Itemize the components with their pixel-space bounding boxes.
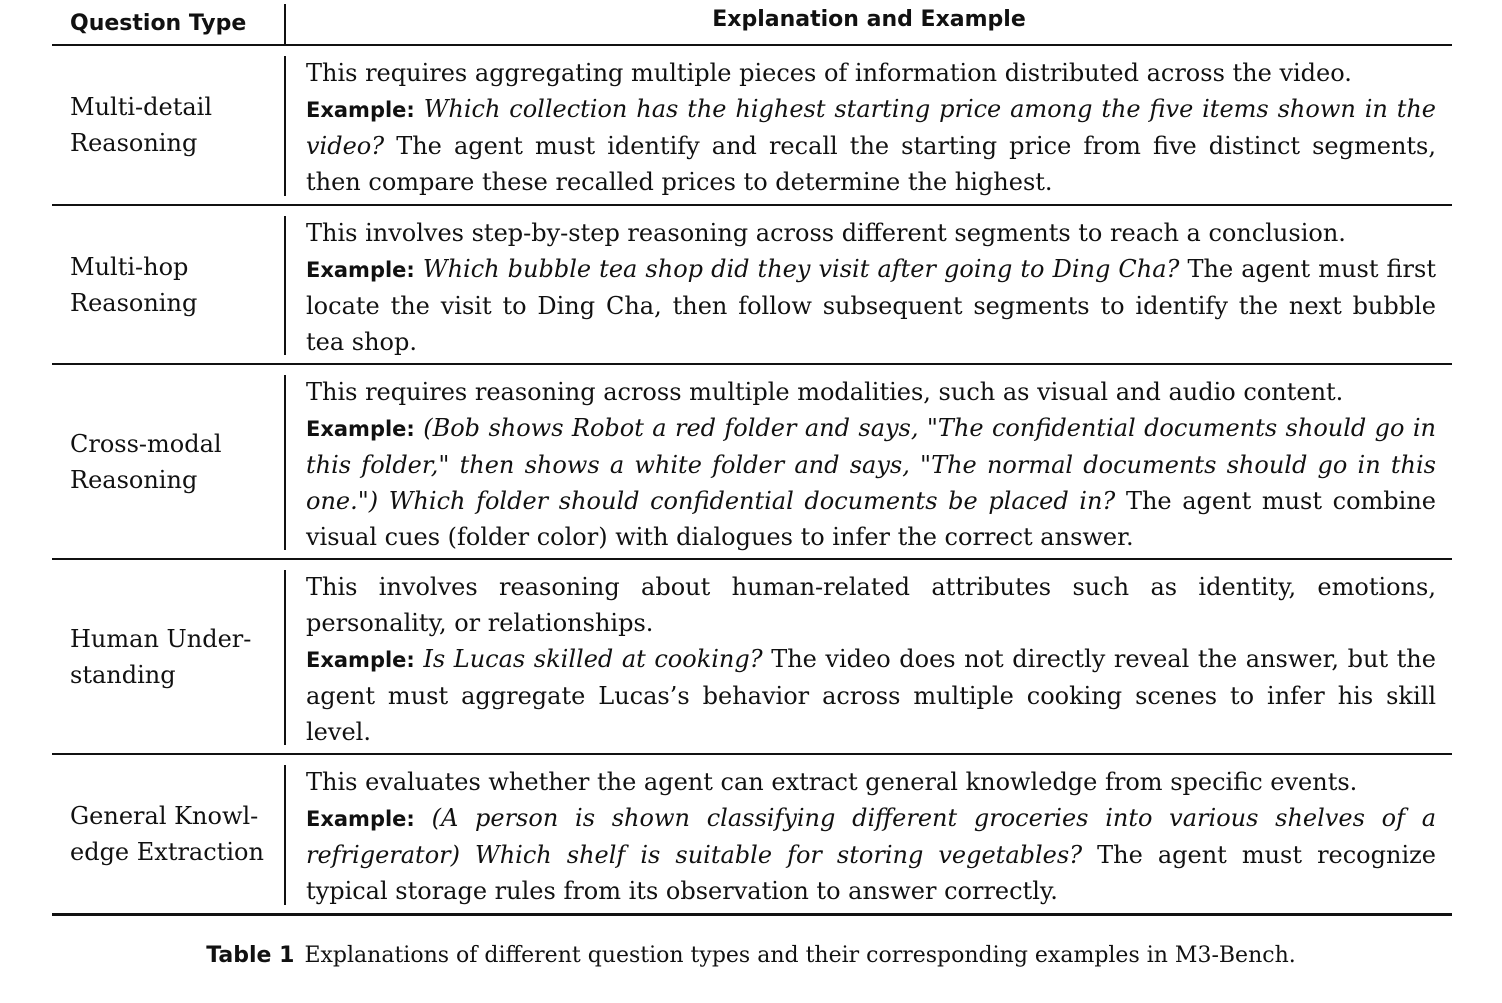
example-question: Which bubble tea shop did they visit after going to Ding Cha? xyxy=(422,255,1180,283)
table-caption xyxy=(0,938,1502,974)
question-types-table xyxy=(52,0,1452,916)
example-label: Example: xyxy=(306,98,415,122)
example-label: Example: xyxy=(306,258,415,282)
explanation-cell xyxy=(286,46,1452,204)
header-explanation: Explanation and Example xyxy=(712,7,1026,32)
explanation-text: This evaluates whether the agent can extract general knowledge from specific events. xyxy=(306,768,1358,796)
question-type-cell xyxy=(52,206,286,363)
caption-text: Explanations of different question types and their corresponding examples in M3-Bench. xyxy=(304,943,1296,968)
example-detail: The agent must combine visual cues (folder color) with dialogues to infer the correct answer. xyxy=(306,487,1436,551)
question-type-cell xyxy=(52,365,286,558)
explanation-cell xyxy=(286,560,1452,753)
table-row xyxy=(52,755,1452,916)
example-detail: The agent must recognize typical storage rules from its observation to answer correctly. xyxy=(306,841,1436,905)
table-row xyxy=(52,560,1452,755)
question-type-label: Human Under-standing xyxy=(70,624,252,689)
example-question: Is Lucas skilled at cooking? xyxy=(423,645,763,673)
question-type-label: Multi-hop Reasoning xyxy=(70,252,198,317)
table-row xyxy=(52,46,1452,206)
example-detail: The video does not directly reveal the answer, but the agent must aggregate Lucas’s behavior across multiple cooking scenes to infer his skill level. xyxy=(306,645,1436,746)
example-detail: The agent must first locate the visit to Ding Cha, then follow subsequent segments to identify the next bubble tea shop. xyxy=(306,255,1436,356)
question-type-cell xyxy=(52,46,286,204)
table-row xyxy=(52,365,1452,560)
explanation-text: This requires reasoning across multiple modalities, such as visual and audio content. xyxy=(306,378,1344,406)
question-type-cell xyxy=(52,560,286,753)
example-question: Which collection has the highest starting price among the five items shown in the video? xyxy=(306,95,1436,160)
example-detail: The agent must identify and recall the starting price from five distinct segments, then compare these recalled prices to determine the highest. xyxy=(306,132,1436,196)
table-header xyxy=(52,0,1452,46)
example-label: Example: xyxy=(306,648,415,672)
example-label: Example: xyxy=(306,807,415,831)
question-type-label: Multi-detail Reasoning xyxy=(70,93,213,157)
header-question-type: Question Type xyxy=(52,4,286,44)
explanation-text: This involves step-by-step reasoning across different segments to reach a conclusion. xyxy=(306,219,1346,247)
example-label: Example: xyxy=(306,417,415,441)
explanation-cell xyxy=(286,755,1452,913)
example-question: (Bob shows Robot a red folder and says, "The confidential documents should go in this folder," then shows a white folder and says, "The normal documents should go in this one.") Which folder should confidential documents be placed in? xyxy=(306,414,1437,515)
example-question: (A person is shown classifying different groceries into various shelves of a refrigerator) Which shelf is suitable for storing vegetables? xyxy=(306,804,1436,869)
caption-label: Table 1 xyxy=(206,943,295,968)
table-row xyxy=(52,206,1452,365)
explanation-cell xyxy=(286,365,1452,558)
question-type-label: Cross-modal Reasoning xyxy=(70,429,222,494)
question-type-label: General Knowl-edge Extraction xyxy=(70,802,264,866)
explanation-text: This involves reasoning about human-related attributes such as identity, emotions, personality, or relationships. xyxy=(306,573,1436,637)
explanation-cell xyxy=(286,206,1452,363)
question-type-cell xyxy=(52,755,286,913)
explanation-text: This requires aggregating multiple pieces of information distributed across the video. xyxy=(306,59,1352,87)
